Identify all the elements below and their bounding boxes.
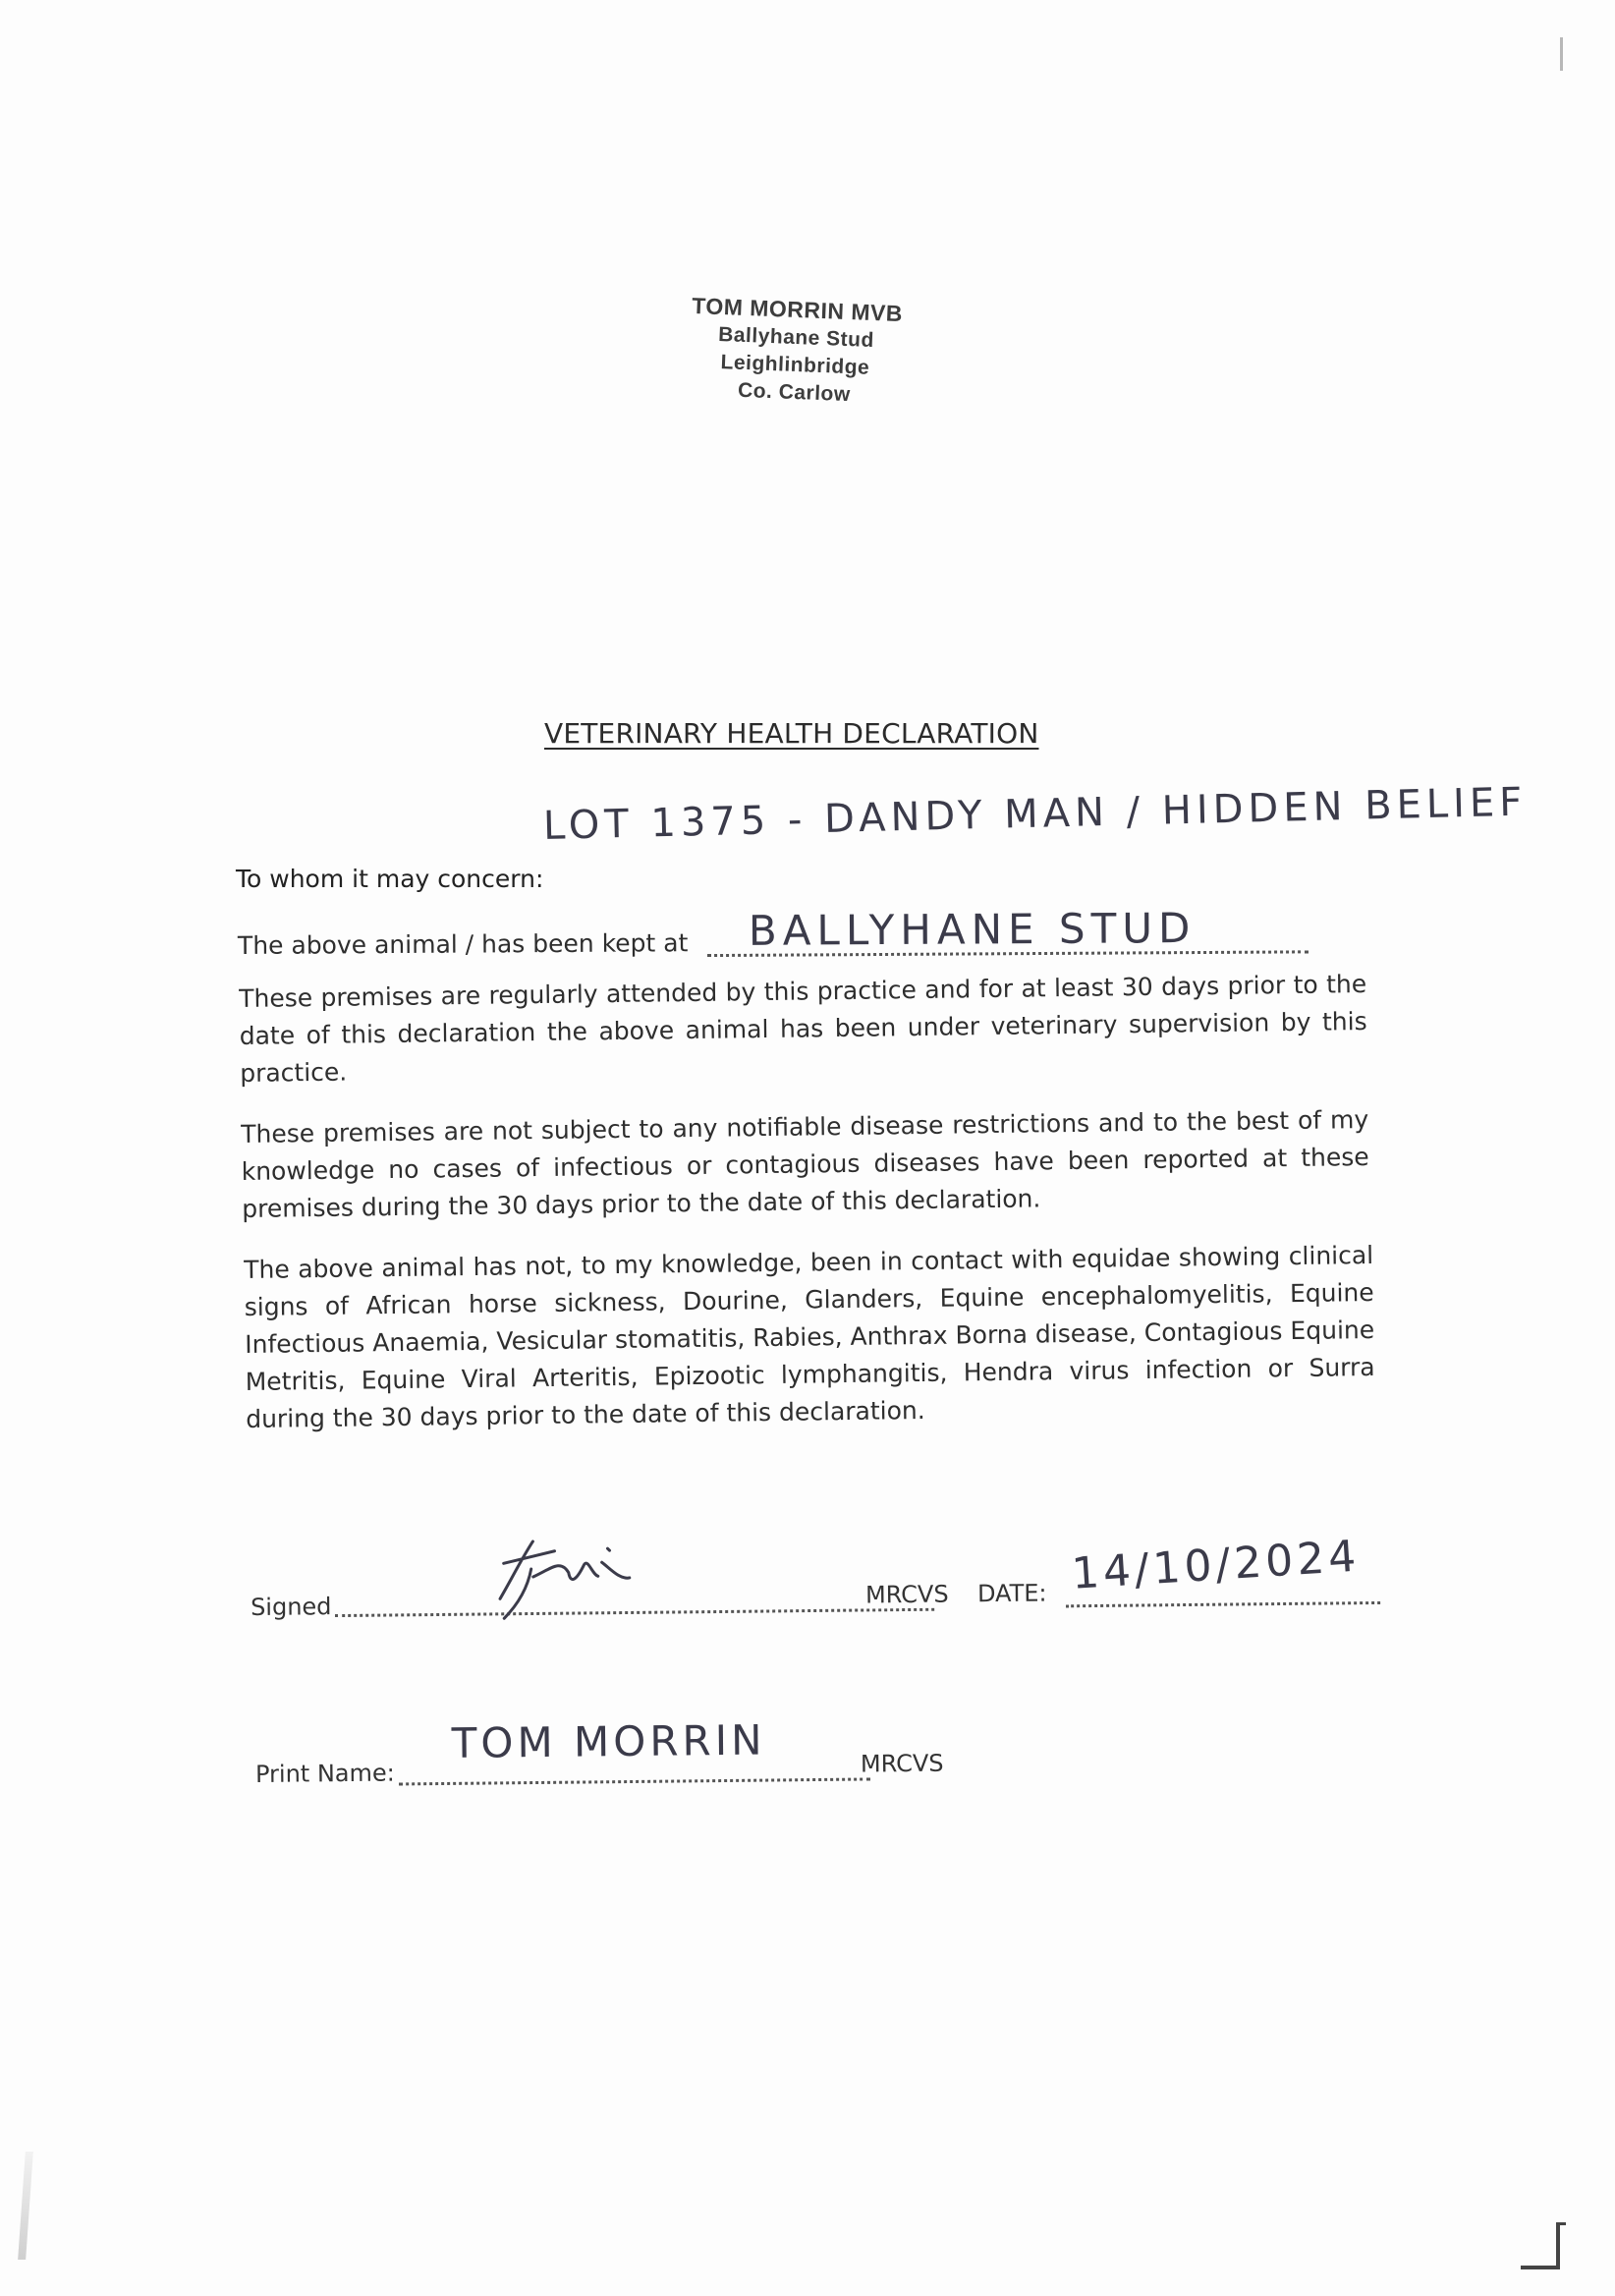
paragraph-supervision: These premises are regularly attended by this practice and for at least 30 days prior to the date of this declaration the above animal has been under veterinary supervision by this practice.: [239, 969, 1367, 1088]
kept-at-row: [237, 904, 1309, 969]
kept-at-label: The above animal / has been kept at: [237, 928, 689, 960]
premises-handwriting: BALLYHANE STUD: [748, 904, 1197, 955]
signature-mrcvs: MRCVS: [860, 1581, 949, 1609]
lot-handwriting: LOT 1375 - DANDY MAN / HIDDEN BELIEF: [542, 779, 1528, 849]
greeting: To whom it may concern:: [236, 865, 544, 893]
stamp-line-county: Co. Carlow: [737, 378, 852, 407]
print-name-handwriting: TOM MORRIN: [451, 1715, 766, 1767]
stamp-line-town: Leighlinbridge: [720, 351, 870, 379]
paragraph-restrictions: These premises are not subject to any notifiable disease restrictions and to the best of my knowledge no cases of infectious or contagious diseases have been reported at these premises during the 30 days prior to the date of this declaration.: [241, 1104, 1369, 1223]
date-dotted-line: [1066, 1601, 1380, 1607]
date-handwriting: 14/10/2024: [1070, 1531, 1362, 1599]
print-name-mrcvs: MRCVS: [857, 1750, 944, 1778]
document-title: VETERINARY HEALTH DECLARATION: [544, 717, 1039, 750]
print-name-label: Print Name:: [254, 1759, 395, 1788]
paragraph-diseases: The above animal has not, to my knowledge, been in contact with equidae showing clinical signs of African horse sickness, Dourine, Glanders, Equine encephalomyelitis, Equine Infectious Anaemia, Vesicular stomatitis, Rabies, Anthrax Borna disease, Contagious Equine Metritis, Equine Viral Arteritis, Epizootic lymphangitis, Hendra virus infection or Surra during the 30 days prior to the date of this declaration.: [244, 1240, 1375, 1433]
scan-corner-mark: [1521, 2222, 1566, 2269]
signature-row: [250, 1531, 1381, 1637]
print-name-dotted-line: [399, 1777, 870, 1785]
stamp-line-stud: Ballyhane Stud: [717, 322, 875, 353]
scan-shadow: [18, 2152, 33, 2260]
print-name-row: [254, 1715, 944, 1810]
signature-scribble: [481, 1528, 679, 1628]
scan-edge-mark: [1560, 37, 1563, 71]
signed-label: Signed: [250, 1593, 332, 1621]
vet-stamp: [646, 289, 945, 412]
stamp-line-name: TOM MORRIN MVB: [691, 292, 904, 327]
date-label: DATE:: [976, 1579, 1047, 1608]
